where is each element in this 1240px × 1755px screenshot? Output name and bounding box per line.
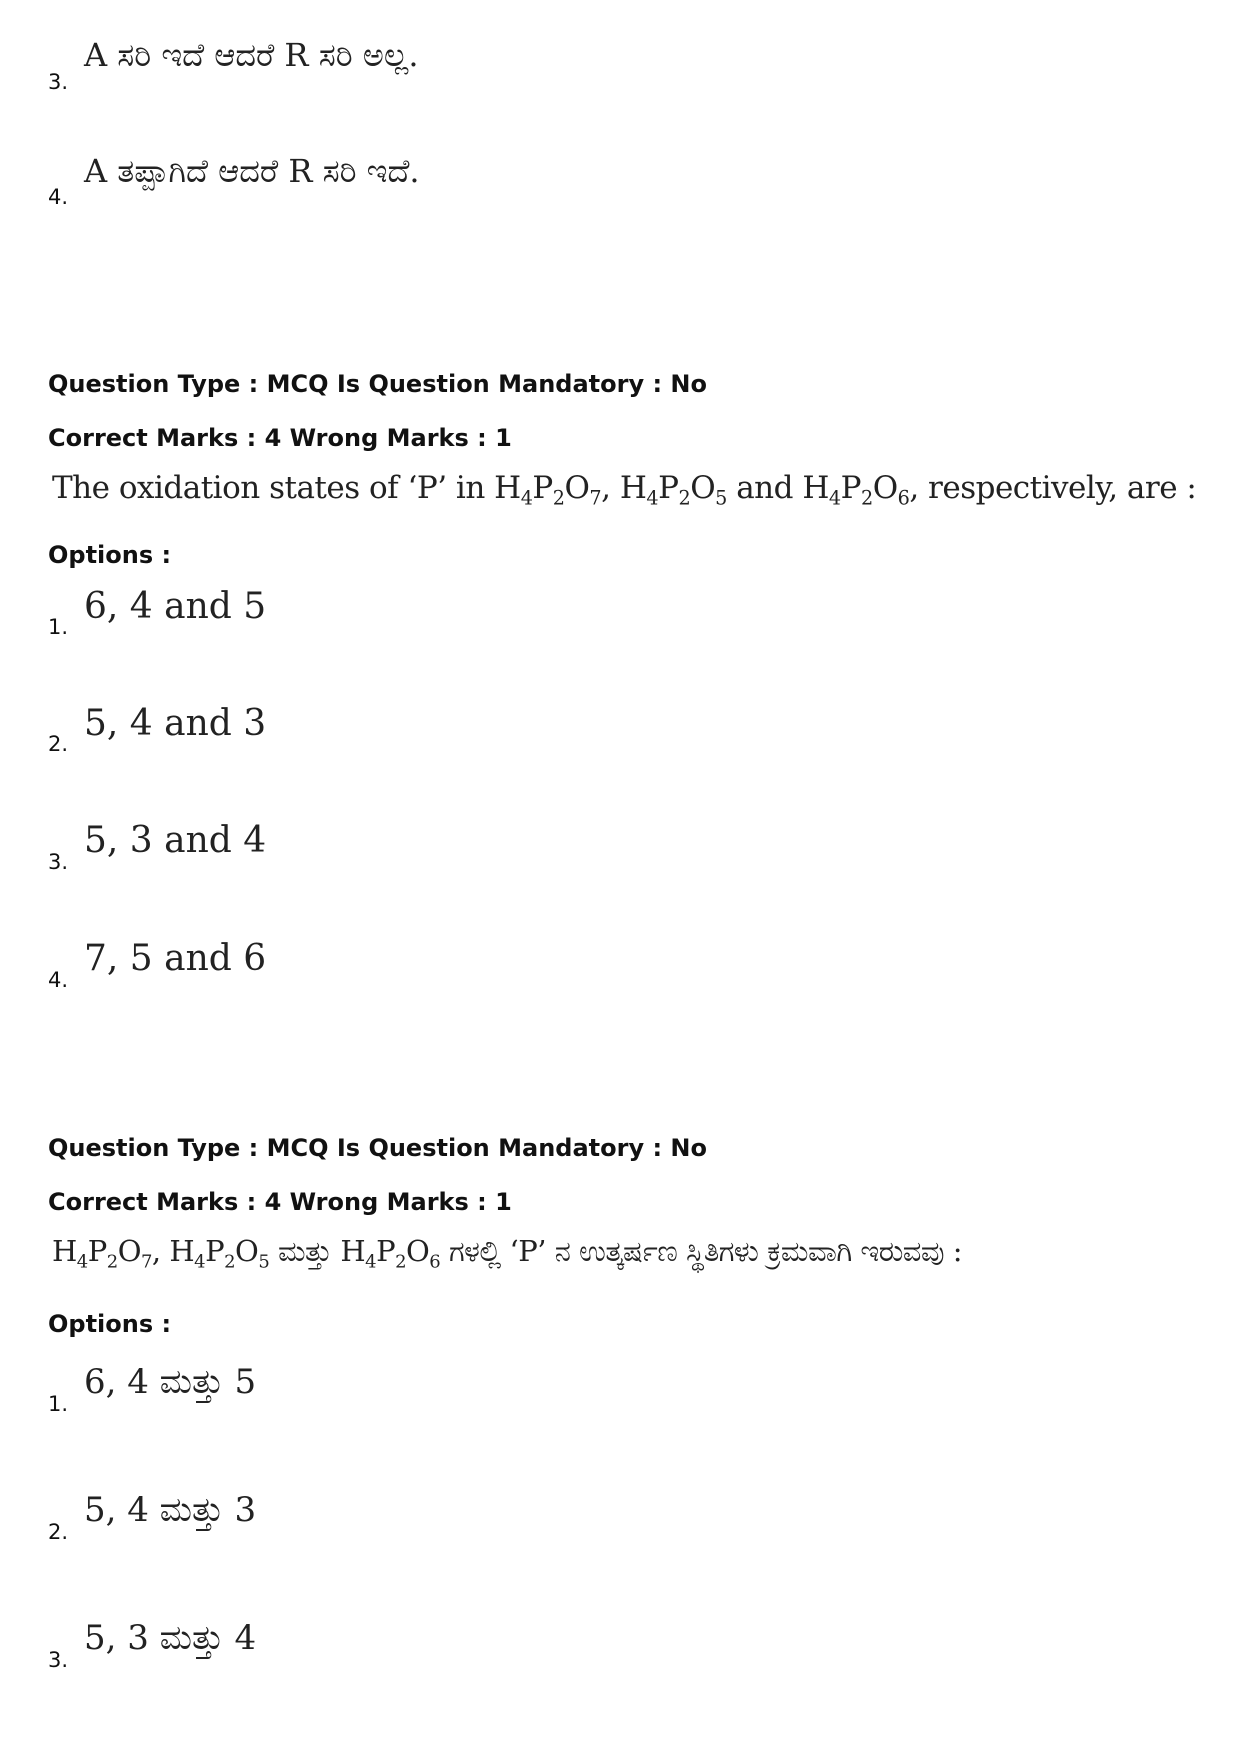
question-type-line: Question Type : MCQ Is Question Mandatory : No [48,1134,707,1162]
question-text [52,1234,962,1272]
option-number: 3. [48,850,69,874]
option-number: 3. [48,70,69,94]
option-text: A ತಪ್ಪಾಗಿದೆ ಆದರೆ R ಸರಿ ಇದೆ. [84,152,420,190]
question-post: , respectively, are : [909,470,1197,506]
formula-h4p2o6: $H_4P_2O_6$ [802,470,910,510]
option-text: 7, 5 and 6 [84,938,267,979]
option-number: 4. [48,968,69,992]
option-text: 6, 4 ಮತ್ತು 5 [84,1362,257,1402]
formula-h4p2o7: $H_4P_2O_7$ [494,470,602,510]
formula-h4p2o6: $H_4P_2O_6$ [340,1234,441,1273]
question-mid: and [726,470,803,506]
formula-h4p2o7: $H_4P_2O_7$ [52,1234,152,1273]
option-number: 2. [48,1520,69,1544]
formula-h4p2o5: $H_4P_2O_5$ [619,470,727,510]
question-type-line: Question Type : MCQ Is Question Mandatory : No [48,370,707,398]
question-pre: The oxidation states of ‘P’ in [52,470,495,506]
option-text: 5, 3 and 4 [84,820,267,861]
option-text: 6, 4 and 5 [84,586,267,627]
formula-separator: , [601,470,620,506]
options-label: Options : [48,1310,172,1338]
options-label: Options : [48,541,172,569]
question-post: ಗಳಲ್ಲಿ ‘P’ ನ ಉತ್ಕರ್ಷಣ ಸ್ಥಿತಿಗಳು ಕ್ರಮವಾಗಿ ಇರುವವು : [440,1234,963,1268]
option-text: 5, 3 ಮತ್ತು 4 [84,1618,257,1658]
option-number: 1. [48,615,69,639]
option-number: 3. [48,1648,69,1672]
marks-line: Correct Marks : 4 Wrong Marks : 1 [48,424,512,452]
question-mid: ಮತ್ತು [269,1234,341,1268]
option-number: 4. [48,185,69,209]
formula-separator: , [151,1234,170,1268]
formula-h4p2o5: $H_4P_2O_5$ [169,1234,270,1273]
option-number: 1. [48,1392,69,1416]
option-number: 2. [48,732,69,756]
option-text: 5, 4 and 3 [84,703,267,744]
marks-line: Correct Marks : 4 Wrong Marks : 1 [48,1188,512,1216]
option-text: 5, 4 ಮತ್ತು 3 [84,1490,257,1530]
option-text: A ಸರಿ ಇದೆ ಆದರೆ R ಸರಿ ಅಲ್ಲ. [84,36,419,74]
question-text [52,470,1196,510]
